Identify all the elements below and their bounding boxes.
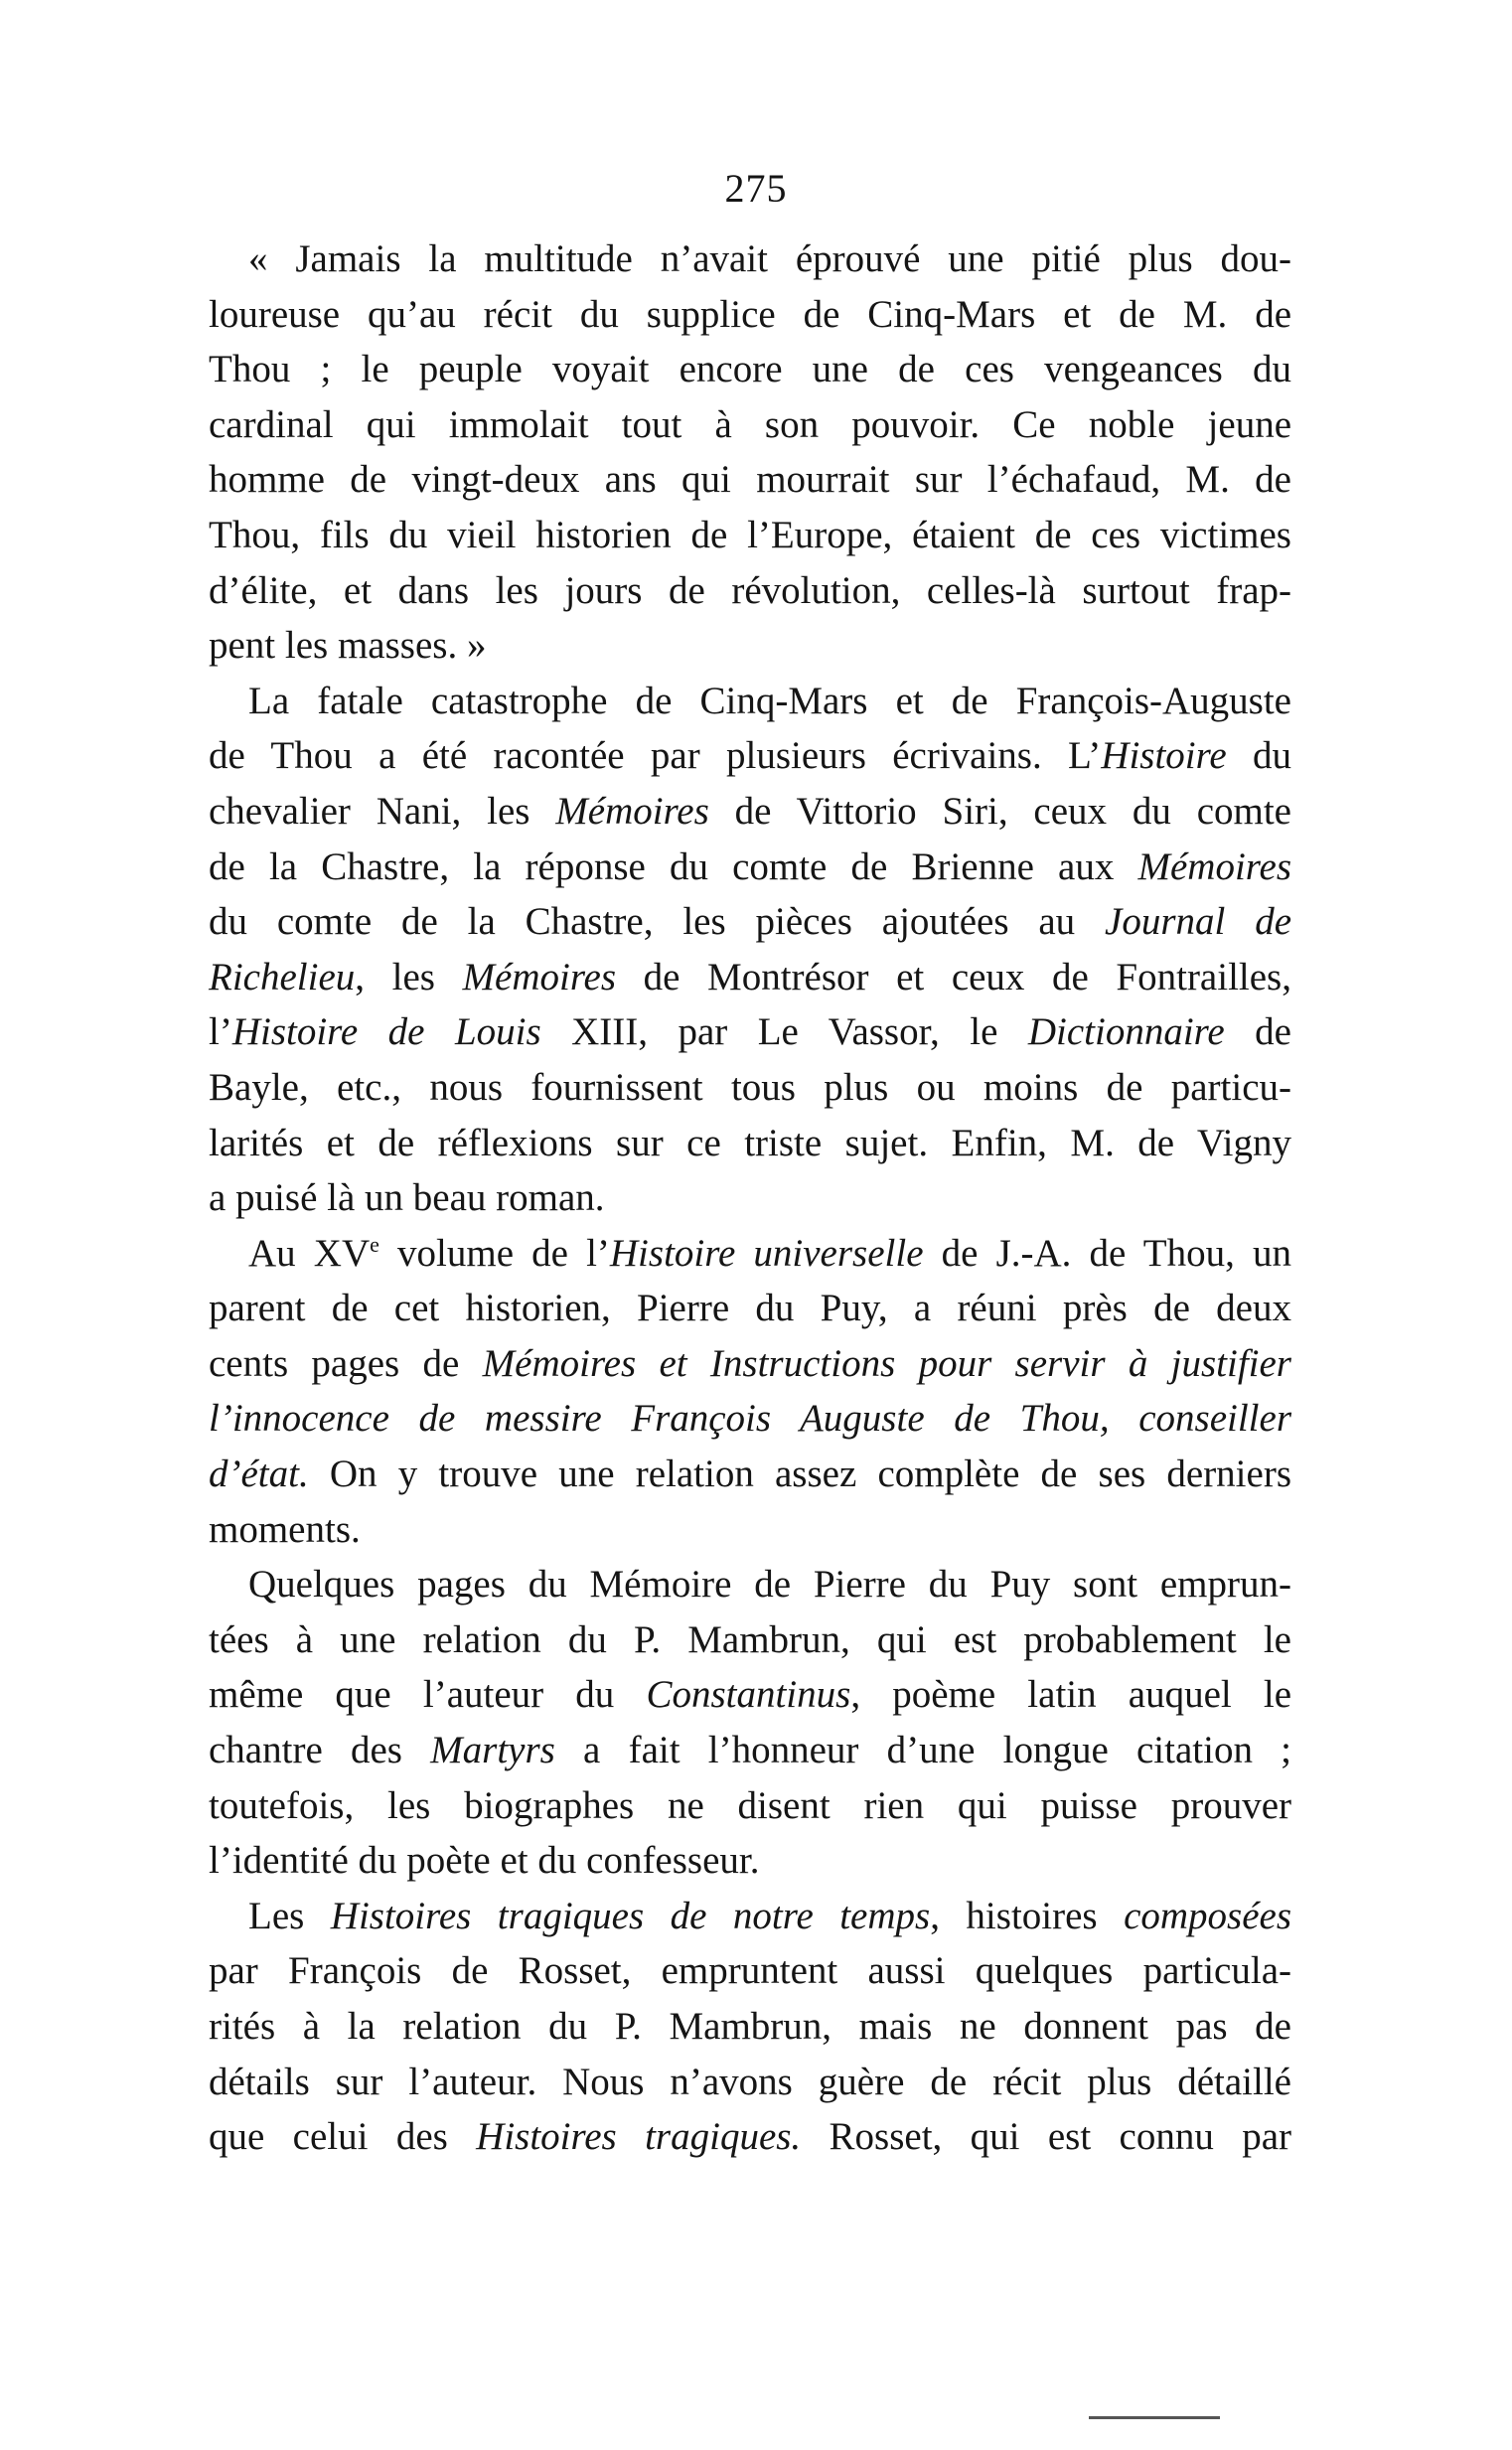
text-run: Au XV [248, 1231, 371, 1275]
italic-text: Richelieu [209, 955, 356, 998]
italic-text: Mémoires [555, 789, 709, 833]
text-line [209, 674, 1291, 729]
text-line [209, 618, 1291, 674]
text-line [209, 728, 1291, 784]
text-run: rités à la relation du P. Mambrun, mais ne donnent pas de [209, 2005, 1291, 2048]
text-run: de J.-A. de Thou, un [923, 1231, 1291, 1275]
text-run: a puisé là un beau roman. [209, 1176, 605, 1220]
italic-text: Dictionnaire [1027, 1010, 1225, 1054]
text-run: On y trouve une relation assez complète de ses derniers [308, 1453, 1291, 1496]
text-line [209, 1116, 1291, 1171]
italic-text: Histoire universelle [609, 1231, 924, 1275]
text-run: de Thou a été racontée par plusieurs écrivains. L’ [209, 734, 1102, 778]
italic-text: d’état. [209, 1453, 309, 1496]
text-run: de la Chastre, la réponse du comte de Brienne aux [209, 844, 1138, 888]
text-line [209, 452, 1291, 508]
text-line [209, 508, 1291, 563]
text-run: par François de Rosset, empruntent aussi quelques particula- [209, 1949, 1291, 1993]
text-run: de [1224, 1010, 1291, 1054]
text-run: Bayle, etc., nous fournissent tous plus ou moins de particu- [209, 1065, 1291, 1109]
text-run: toutefois, les biographes ne disent rien qui puisse prouver [209, 1783, 1291, 1827]
text-line [209, 1170, 1291, 1226]
text-line [209, 1336, 1291, 1392]
text-line [209, 1667, 1291, 1723]
text-line [209, 2109, 1291, 2165]
text-run: Quelques pages du Mémoire de Pierre du Puy sont emprun- [248, 1563, 1291, 1607]
text-line [209, 563, 1291, 619]
text-run: l’identité du poète et du confesseur. [209, 1839, 760, 1883]
text-line [209, 1557, 1291, 1612]
page-number: 275 [724, 166, 788, 211]
text-run: homme de vingt-deux ans qui mourrait sur l’échafaud, M. de [209, 458, 1291, 502]
text-line [209, 950, 1291, 1005]
italic-text: l’innocence de messire François Auguste de Thou, conseiller [209, 1397, 1291, 1441]
text-run: volume de l’ [378, 1231, 610, 1275]
italic-text: Mémoires [462, 955, 617, 998]
italic-text: Histoires tragiques. [476, 2115, 802, 2159]
italic-text: Mémoires [1137, 844, 1291, 888]
text-run: parent de cet historien, Pierre du Puy, a réuni près de deux [209, 1287, 1291, 1330]
text-line [209, 1447, 1291, 1502]
text-line [209, 1281, 1291, 1336]
text-run: cardinal qui immolait tout à son pouvoir. Ce noble jeune [209, 402, 1291, 446]
text-line [209, 1502, 1291, 1558]
text-run: du [1226, 734, 1292, 778]
italic-text: composées [1124, 1894, 1292, 1937]
text-run: pent les masses. » [209, 624, 487, 668]
text-run: que celui des [209, 2115, 477, 2159]
text-line [209, 231, 1291, 287]
text-line [209, 287, 1291, 343]
text-run: , histoires [930, 1894, 1125, 1937]
text-run: , les [355, 955, 463, 998]
text-line [209, 397, 1291, 453]
text-run: de Montrésor et ceux de Fontrailles, [616, 955, 1291, 998]
text-line [209, 1778, 1291, 1834]
text-run: tées à une relation du P. Mambrun, qui est probablement le [209, 1617, 1291, 1661]
superscript: e [370, 1231, 379, 1257]
text-run: cents pages de [209, 1341, 483, 1385]
text-run: Thou, fils du vieil historien de l’Europe, étaient de ces victimes [209, 513, 1291, 556]
italic-text: Histoire de Louis [231, 1010, 541, 1054]
text-run: moments. [209, 1507, 361, 1551]
italic-text: Martyrs [430, 1729, 555, 1772]
text-run: l’ [209, 1010, 232, 1054]
text-line [209, 894, 1291, 950]
text-line [209, 1060, 1291, 1116]
text-line [209, 1833, 1291, 1889]
text-run: de Vittorio Siri, ceux du comte [708, 789, 1291, 833]
text-run: même que l’auteur du [209, 1673, 647, 1717]
text-run: chantre des [209, 1729, 431, 1772]
text-run: , poème latin auquel le [850, 1673, 1291, 1717]
text-run: XIII, par Le Vassor, le [540, 1010, 1028, 1054]
text-line [209, 1889, 1291, 1944]
text-line [209, 1943, 1291, 1999]
text-line [209, 1226, 1291, 1282]
text-run: détails sur l’auteur. Nous n’avons guère de récit plus détaillé [209, 2060, 1291, 2103]
text-line [209, 1612, 1291, 1668]
text-line [209, 1723, 1291, 1778]
italic-text: Journal de [1105, 900, 1292, 944]
text-run: Thou ; le peuple voyait encore une de ces vengeances du [209, 348, 1291, 391]
text-run: larités et de réflexions sur ce triste sujet. Enfin, M. de Vigny [209, 1121, 1291, 1164]
text-line [209, 1391, 1291, 1447]
italic-text: Histoire [1101, 734, 1227, 778]
text-line [209, 840, 1291, 895]
text-run: chevalier Nani, les [209, 789, 556, 833]
text-line [209, 1004, 1291, 1060]
text-run: Rosset, qui est connu par [801, 2115, 1292, 2159]
text-line [209, 2055, 1291, 2110]
text-run: Les [248, 1894, 331, 1937]
footer-rule [1089, 2416, 1220, 2419]
italic-text: Mémoires et Instructions pour servir à justifier [482, 1341, 1291, 1385]
text-run: a fait l’honneur d’une longue citation ; [554, 1729, 1291, 1772]
italic-text: Constantinus [646, 1673, 851, 1717]
text-line [209, 342, 1291, 397]
text-run: La fatale catastrophe de Cinq-Mars et de François-Auguste [248, 679, 1291, 722]
body-text [209, 231, 1291, 2165]
text-line [209, 1999, 1291, 2055]
text-run: « Jamais la multitude n’avait éprouvé une pitié plus dou- [248, 237, 1291, 280]
text-run: loureuse qu’au récit du supplice de Cinq-Mars et de M. de [209, 292, 1291, 336]
text-run: du comte de la Chastre, les pièces ajoutées au [209, 900, 1106, 944]
text-run: d’élite, et dans les jours de révolution, celles-là surtout frap- [209, 568, 1291, 612]
text-line [209, 784, 1291, 840]
italic-text: Histoires tragiques de notre temps [330, 1894, 931, 1937]
